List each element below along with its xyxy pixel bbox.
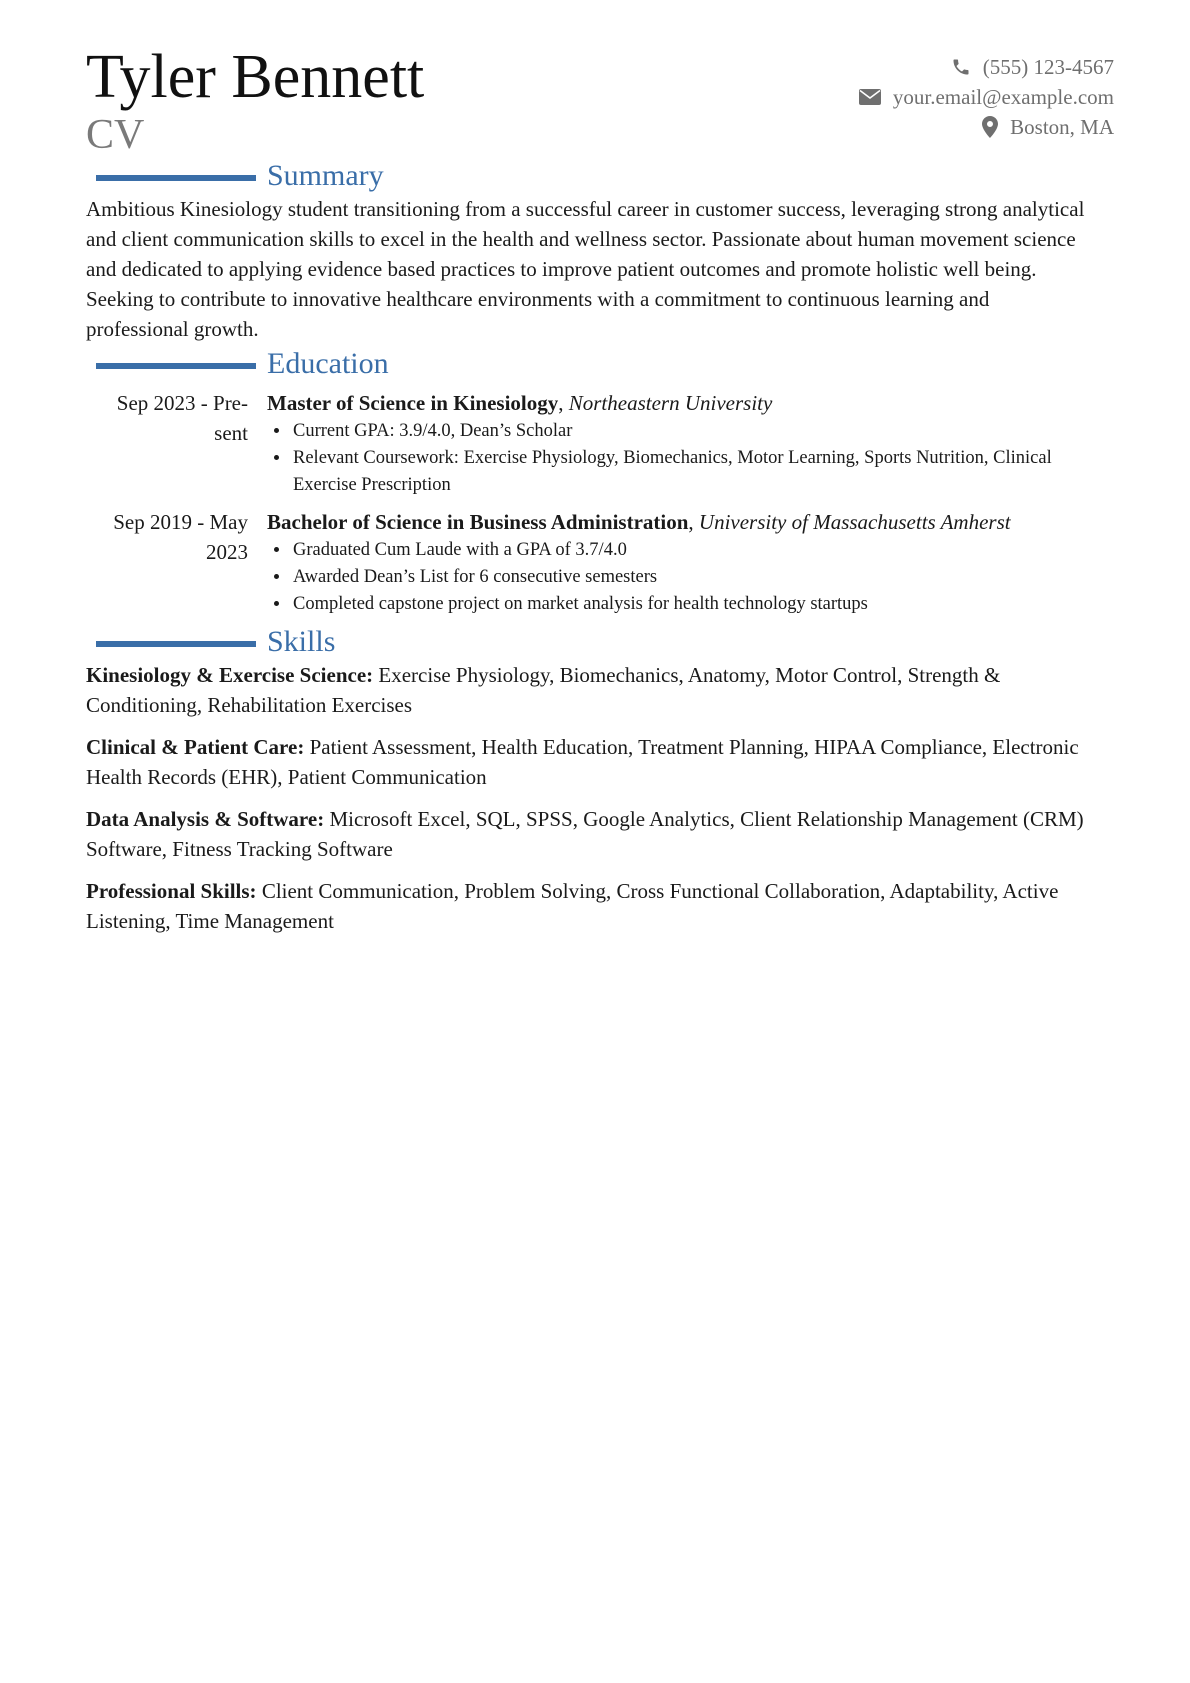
section-rule [96, 641, 256, 647]
resume-page [86, 40, 1114, 948]
phone-number[interactable]: (555) 123-4567 [982, 54, 1114, 79]
education-details [267, 507, 1114, 618]
dates-line: sent [214, 421, 248, 445]
list-item: • Current GPA: 3.9/4.0, Dean’s Scholar [291, 418, 1114, 445]
education-dates [86, 388, 267, 499]
contact-location [859, 112, 1114, 142]
education-bullets [267, 418, 1114, 499]
education-entry [86, 388, 1114, 499]
section-title-education: Education [267, 347, 389, 380]
skill-group-items: Client Communication, Problem Solving, Cross Functional Collaboration, Adaptability, Active Listening, Time Management [86, 879, 1059, 933]
dates-line: 2023 [206, 540, 248, 564]
degree-line [267, 507, 1114, 537]
skill-group-label: Clinical & Patient Care: [86, 735, 305, 759]
section-header-summary [86, 160, 1114, 194]
dates-line: Sep 2023 - Pre- [116, 391, 248, 415]
skill-group [86, 732, 1096, 792]
skill-group-items: Exercise Physiology, Biomechanics, Anatomy, Motor Control, Strength & Conditioning, Rehabilitation Exercises [86, 663, 1001, 717]
skill-group-items: Patient Assessment, Health Education, Treatment Planning, HIPAA Compliance, Electronic Health Records (EHR), Patient Communication [86, 735, 1079, 789]
location-text: Boston, MA [1010, 114, 1114, 139]
education-details [267, 388, 1114, 499]
section-rule [96, 175, 256, 181]
candidate-name: Tyler Bennett [86, 43, 425, 111]
skill-group [86, 876, 1096, 936]
skill-group [86, 660, 1096, 720]
education-dates [86, 507, 267, 618]
school-name: University of Massachusetts Amherst [698, 510, 1011, 534]
education-entry [86, 507, 1114, 618]
phone-icon [951, 57, 971, 77]
skill-group [86, 804, 1096, 864]
summary-paragraph: Ambitious Kinesiology student transitioning from a successful career in customer success, leveraging strong analytical and client communication skills to excel in the health and wellness sector. Passionate about human movement science and dedicated to applying evidence based practices to improve patient outcomes and promote holistic well being. Seeking to contribute to innovative healthcare environments with a commitment to continuous learning and professional growth. [86, 197, 1085, 341]
degree-separator: , [558, 391, 569, 415]
list-item: • Completed capstone project on market analysis for health technology startups [291, 591, 1114, 618]
list-item: • Relevant Coursework: Exercise Physiology, Biomechanics, Motor Learning, Sports Nutrition, Clinical Exercise Prescription [291, 445, 1114, 499]
education-bullets [267, 537, 1114, 618]
degree-title: Bachelor of Science in Business Administration [267, 510, 689, 534]
contact-phone [859, 52, 1114, 82]
section-title-skills: Skills [267, 625, 336, 658]
degree-separator: , [688, 510, 699, 534]
contact-email [859, 82, 1114, 112]
degree-title: Master of Science in Kinesiology [267, 391, 559, 415]
school-name: Northeastern University [568, 391, 773, 415]
envelope-icon [859, 89, 881, 105]
document-subtitle: CV [86, 112, 145, 158]
email-address[interactable]: your.email@example.com [892, 84, 1114, 109]
list-item: • Awarded Dean’s List for 6 consecutive semesters [291, 564, 1114, 591]
dates-line: Sep 2019 - May [113, 510, 248, 534]
map-marker-icon [982, 116, 998, 138]
section-header-skills [86, 626, 1114, 660]
skill-group-items: Microsoft Excel, SQL, SPSS, Google Analytics, Client Relationship Management (CRM) Software, Fitness Tracking Software [86, 807, 1084, 861]
skill-group-label: Professional Skills: [86, 879, 257, 903]
skill-group-label: Data Analysis & Software: [86, 807, 325, 831]
section-title-summary: Summary [267, 159, 384, 192]
contact-block [859, 52, 1114, 142]
degree-line [267, 388, 1114, 418]
skill-group-label: Kinesiology & Exercise Science: [86, 663, 374, 687]
section-rule [96, 363, 256, 369]
list-item: • Graduated Cum Laude with a GPA of 3.7/4.0 [291, 537, 1114, 564]
resume-header [86, 40, 1114, 160]
section-header-education [86, 348, 1114, 382]
